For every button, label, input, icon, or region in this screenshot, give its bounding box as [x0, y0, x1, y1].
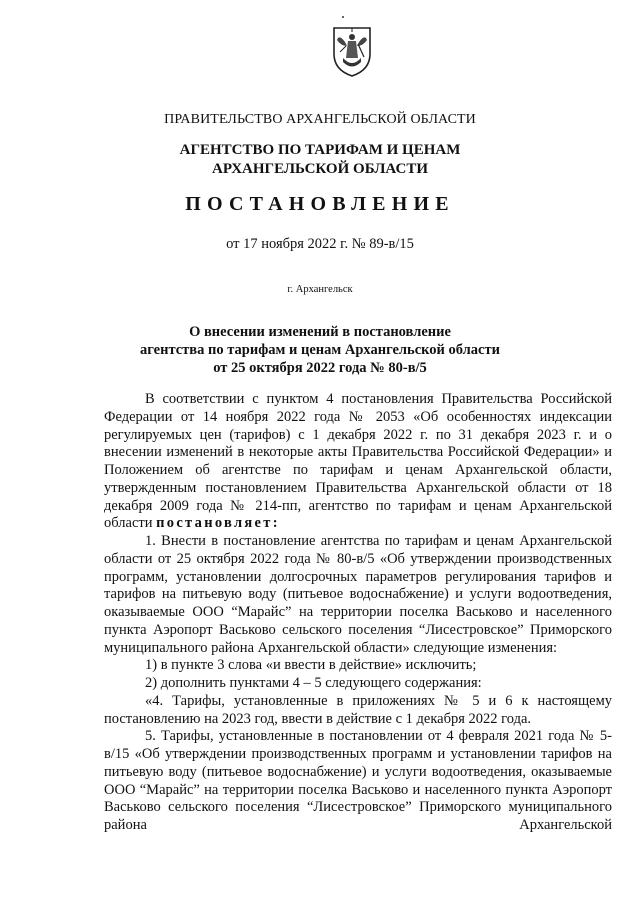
government-name: ПРАВИТЕЛЬСТВО АРХАНГЕЛЬСКОЙ ОБЛАСТИ [164, 112, 476, 127]
arkhangelsk-coat-of-arms-icon [331, 24, 373, 78]
document-city: г. Архангельск [287, 284, 353, 295]
document-type-title: ПОСТАНОВЛЕНИЕ [185, 193, 455, 215]
document-date-number: от 17 ноября 2022 г. № 89-в/15 [226, 236, 414, 252]
document-body [104, 391, 612, 835]
subject-line3: от 25 октября 2022 года № 80-в/5 [213, 360, 427, 376]
agency-name-line2: АРХАНГЕЛЬСКОЙ ОБЛАСТИ [212, 161, 428, 177]
agency-name [0, 141, 640, 179]
decree-word: постановляет: [156, 515, 280, 532]
scan-speck [342, 16, 344, 18]
preamble-paragraph [104, 391, 612, 533]
preamble-text: В соответствии с пунктом 4 постановления Правительства Российской Федерации от 14 ноября 2022 года № 2053 «Об особенностях индексации регулируемых цен (тарифов) с 1 декабря 2022 г. по 31 декабря 2023 г. и о внесении изменений в некоторые акты Правительства Российской Федерации» и Положением об агентстве по тарифам и ценам Архангельской области, утвержденным постановлением Правительства Архангельской области от 18 декабря 2009 года № 214-пп, агентство по тарифам и ценам Архангельской области [104, 391, 612, 532]
item-1-paragraph: 1. Внести в постановление агентства по тарифам и ценам Архангельской области от 25 октября 2022 года № 80-в/5 «Об утверждении производственных программ, установлении долгосрочных параметров регулирования тарифов и тарифов на питьевую воду (питьевое водоснабжение) и услуги водоотведения, оказываемые ООО “Марайс” на территории поселка Васьково и населенного пункта Аэропорт Васьково сельского поселения “Лисестровское” Приморского муниципального района Архангельской области» следующие изменения: [104, 533, 612, 656]
subitem-2-paragraph: 2) дополнить пунктами 4 – 5 следующего содержания: [145, 675, 482, 691]
subject-line1: О внесении изменений в постановление [189, 324, 451, 340]
quoted-item-4-paragraph: «4. Тарифы, установленные в приложениях № 5 и 6 к настоящему постановлению на 2023 год, ввести в действие с 1 декабря 2022 года. [104, 692, 612, 727]
document-subject [0, 323, 640, 377]
agency-name-line1: АГЕНТСТВО ПО ТАРИФАМ И ЦЕНАМ [179, 142, 461, 158]
subitem-1-paragraph: 1) в пункте 3 слова «и ввести в действие» исключить; [145, 657, 477, 674]
item-5-paragraph: 5. Тарифы, установленные в постановлении от 4 февраля 2021 года № 5-в/15 «Об утверждении производственных программ и установлении тарифов на питьевую воду (питьевое водоснабжение) и услуги водоотведения, оказываемые ООО “Марайс” на территории поселка Васьково и населенного пункта Аэропорт Васьково сельского поселения “Лисестровское” Приморского муниципального района Архангельской [104, 728, 612, 833]
subject-line2: агентства по тарифам и ценам Архангельской области [140, 342, 500, 358]
